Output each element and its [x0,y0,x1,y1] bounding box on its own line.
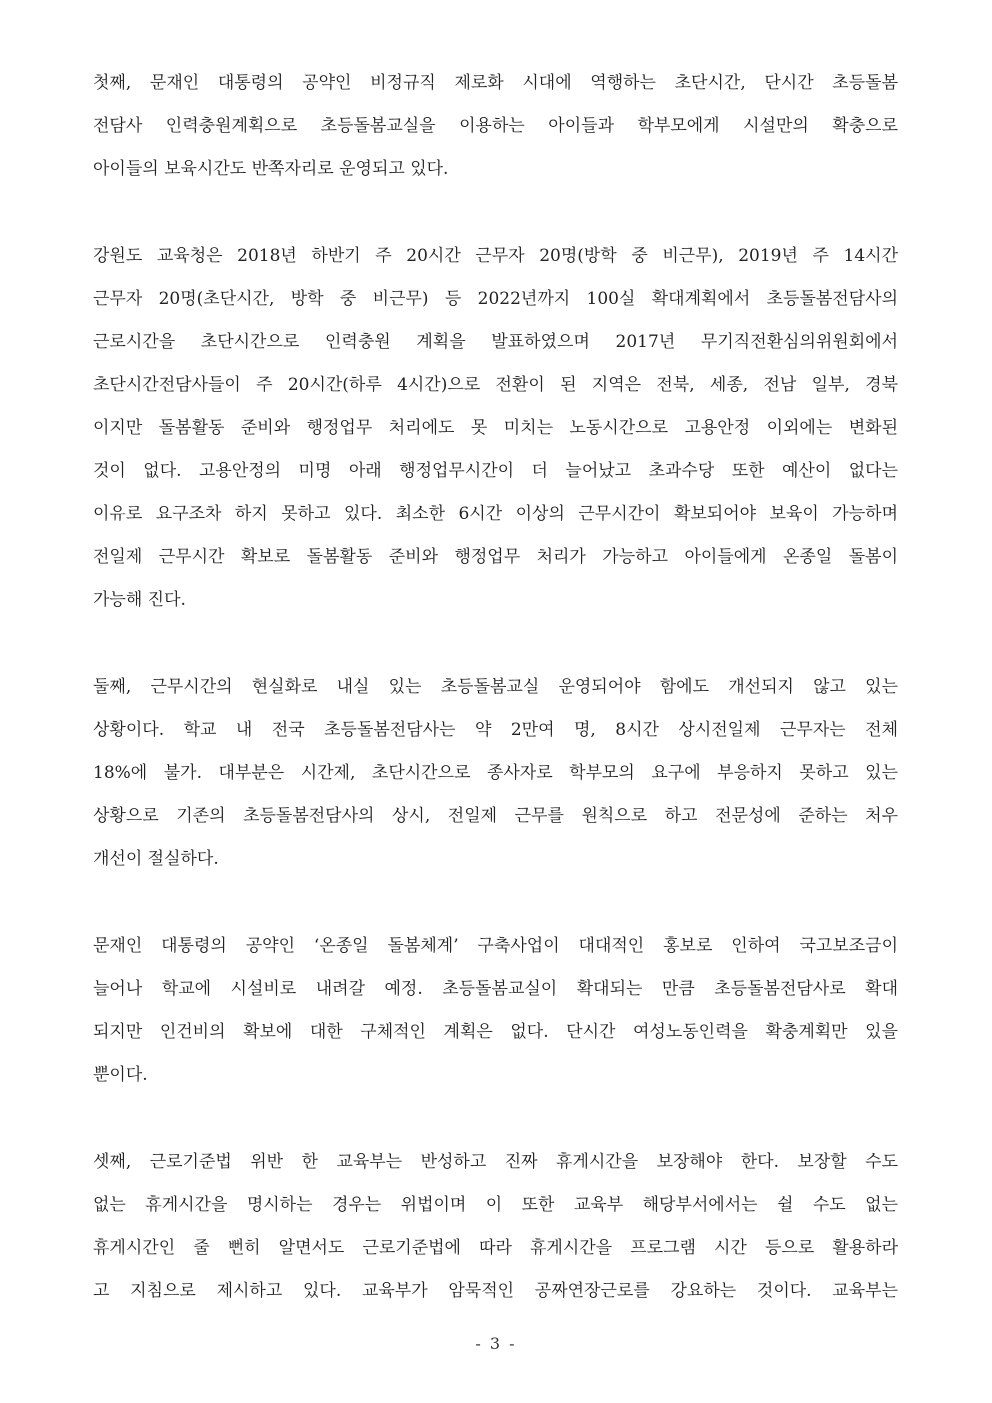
text-line: 근무자 20명(초단시간, 방학 중 비근무) 등 2022년까지 100실 확대계획에서 초등돌봄전담사의 [93,289,898,309]
text-line: 늘어나 학교에 시설비로 내려갈 예정. 초등돌봄교실이 확대되는 만큼 초등돌봄전담사로 확대 [93,979,898,999]
text-line: 전담사 인력충원계획으로 초등돌봄교실을 이용하는 아이들과 학부모에게 시설만의 확충으로 [93,116,898,136]
text-line: 이지만 돌봄활동 준비와 행정업무 처리에도 못 미치는 노동시간으로 고용안정 이외에는 변화된 [93,418,898,438]
text-line: 되지만 인건비의 확보에 대한 구체적인 계획은 없다. 단시간 여성노동인력을 확충계획만 있을 [93,1022,898,1042]
text-line: 고 지침으로 제시하고 있다. 교육부가 암묵적인 공짜연장근로를 강요하는 것이다. 교육부는 [93,1281,898,1301]
paragraph-gangwon [93,235,898,622]
text-line: 둘째, 근무시간의 현실화로 내실 있는 초등돌봄교실 운영되어야 함에도 개선되지 않고 있는 [93,677,898,697]
paragraph-second-point [93,666,898,881]
text-line: 가능해 진다. [93,590,186,610]
text-line: 뿐이다. [93,1065,148,1085]
paragraph-third-point [93,1141,898,1313]
text-line: 첫째, 문재인 대통령의 공약인 비정규직 제로화 시대에 역행하는 초단시간, 단시간 초등돌봄 [93,73,898,93]
document-body [93,62,898,1357]
paragraph-first-point [93,62,898,191]
text-line: 강원도 교육청은 2018년 하반기 주 20시간 근무자 20명(방학 중 비근무), 2019년 주 14시간 [93,246,898,266]
text-line: 전일제 근무시간 확보로 돌봄활동 준비와 행정업무 처리가 가능하고 아이들에게 온종일 돌봄이 [93,547,898,567]
text-line: 상황이다. 학교 내 전국 초등돌봄전담사는 약 2만여 명, 8시간 상시전일제 근무자는 전체 [93,720,898,740]
text-line: 것이 없다. 고용안정의 미명 아래 행정업무시간이 더 늘어났고 초과수당 또한 예산이 없다는 [93,461,898,481]
text-line: 상황으로 기존의 초등돌봄전담사의 상시, 전일제 근무를 원칙으로 하고 전문성에 준하는 처우 [93,806,898,826]
text-line: 아이들의 보육시간도 반쪽자리로 운영되고 있다. [93,159,449,179]
text-line: 없는 휴게시간을 명시하는 경우는 위법이며 이 또한 교육부 해당부서에서는 쉴 수도 없는 [93,1195,898,1215]
page-number: - 3 - [475,1334,517,1353]
paragraph-all-day-care [93,925,898,1097]
text-line: 문재인 대통령의 공약인 ‘온종일 돌봄체계’ 구축사업이 대대적인 홍보로 인하여 국고보조금이 [93,936,898,956]
text-line: 개선이 절실하다. [93,849,219,869]
text-line: 휴게시간인 줄 뻔히 알면서도 근로기준법에 따라 휴게시간을 프로그램 시간 등으로 활용하라 [93,1238,898,1258]
text-line: 셋째, 근로기준법 위반 한 교육부는 반성하고 진짜 휴게시간을 보장해야 한다. 보장할 수도 [93,1152,898,1172]
text-line: 18%에 불가. 대부분은 시간제, 초단시간으로 종사자로 학부모의 요구에 부응하지 못하고 있는 [93,763,898,783]
text-line: 이유로 요구조차 하지 못하고 있다. 최소한 6시간 이상의 근무시간이 확보되어야 보육이 가능하며 [93,504,898,524]
text-line: 근로시간을 초단시간으로 인력충원 계획을 발표하였으며 2017년 무기직전환심의위원회에서 [93,332,898,352]
text-line: 초단시간전담사들이 주 20시간(하루 4시간)으로 전환이 된 지역은 전북, 세종, 전남 일부, 경북 [93,375,898,395]
